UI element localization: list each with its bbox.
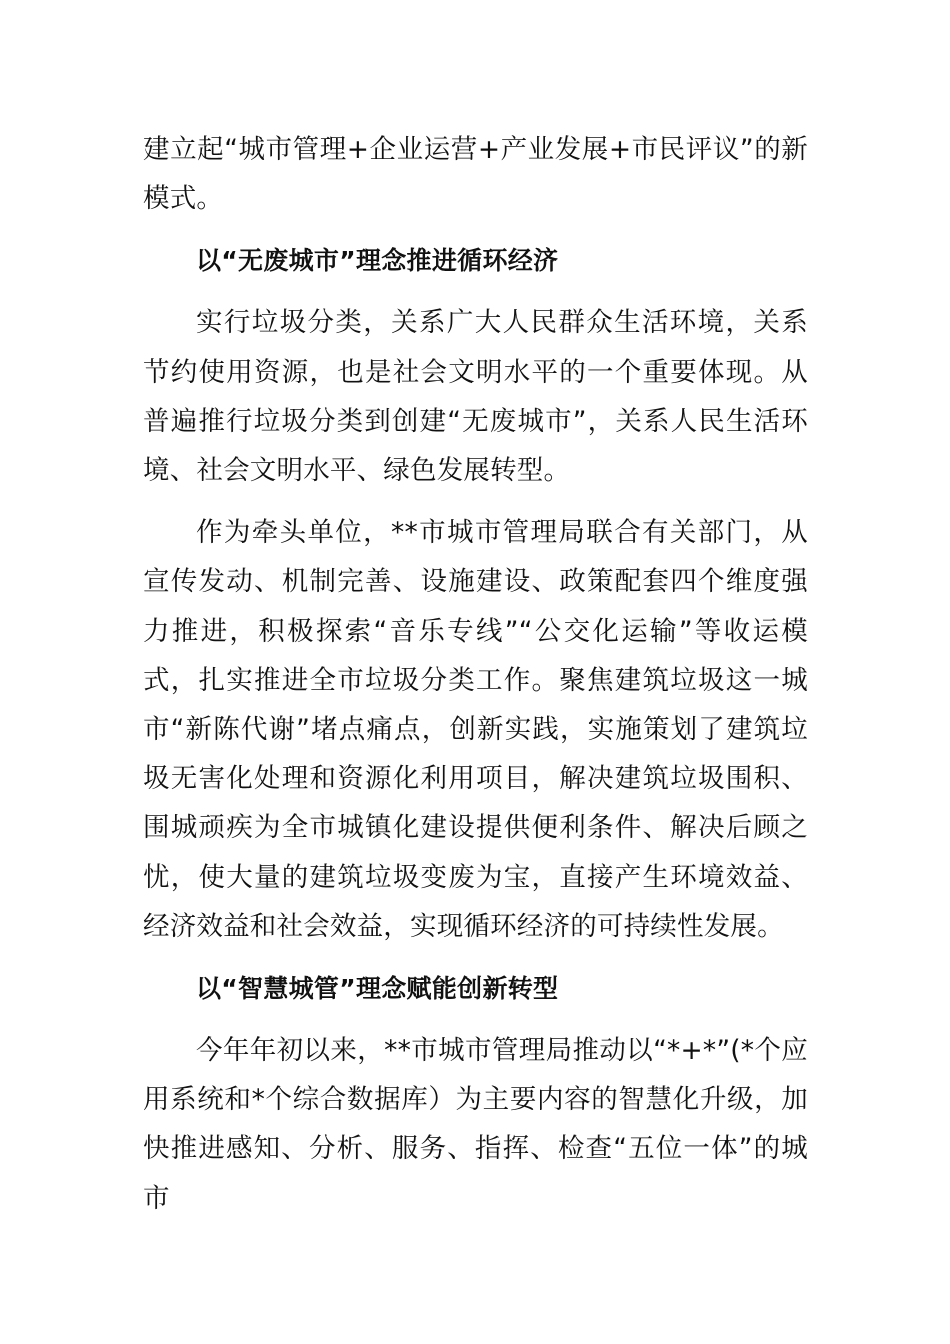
paragraph-garbage-sorting: 实行垃圾分类，关系广大人民群众生活环境，关系节约使用资源，也是社会文明水平的一个重要体现。从普遍推行垃圾分类到创建“无废城市”，关系人民生活环境、社会文明水平、绿色发展转型。	[143, 307, 808, 487]
section-heading-smart-city-management: 以“智慧城管”理念赋能创新转型	[196, 974, 559, 1004]
section-heading-zero-waste-city: 以“无废城市”理念推进循环经济	[196, 246, 559, 276]
document-body	[143, 125, 808, 1223]
paragraph-intro-continuation: 建立起“城市管理+企业运营+产业发展+市民评议”的新模式。	[143, 134, 808, 215]
paragraph-lead-unit: 作为牵头单位，**市城市管理局联合有关部门，从宣传发动、机制完善、设施建设、政策配套四个维度强力推进，积极探索“音乐专线”“公交化运输”等收运模式，扎实推进全市垃圾分类工作。聚焦建筑垃圾这一城市“新陈代谢”堵点痛点，创新实践，实施策划了建筑垃圾无害化处理和资源化利用项目，解决建筑垃圾围积、围城顽疾为全市城镇化建设提供便利条件、解决后顾之忧，使大量的建筑垃圾变废为宝，直接产生环境效益、经济效益和社会效益，实现循环经济的可持续性发展。	[143, 517, 808, 942]
paragraph-smart-upgrade: 今年年初以来，**市城市管理局推动以“*+*”(*个应用系统和*个综合数据库）为主要内容的智慧化升级，加快推进感知、分析、服务、指挥、检查“五位一体”的城市	[143, 1035, 808, 1214]
